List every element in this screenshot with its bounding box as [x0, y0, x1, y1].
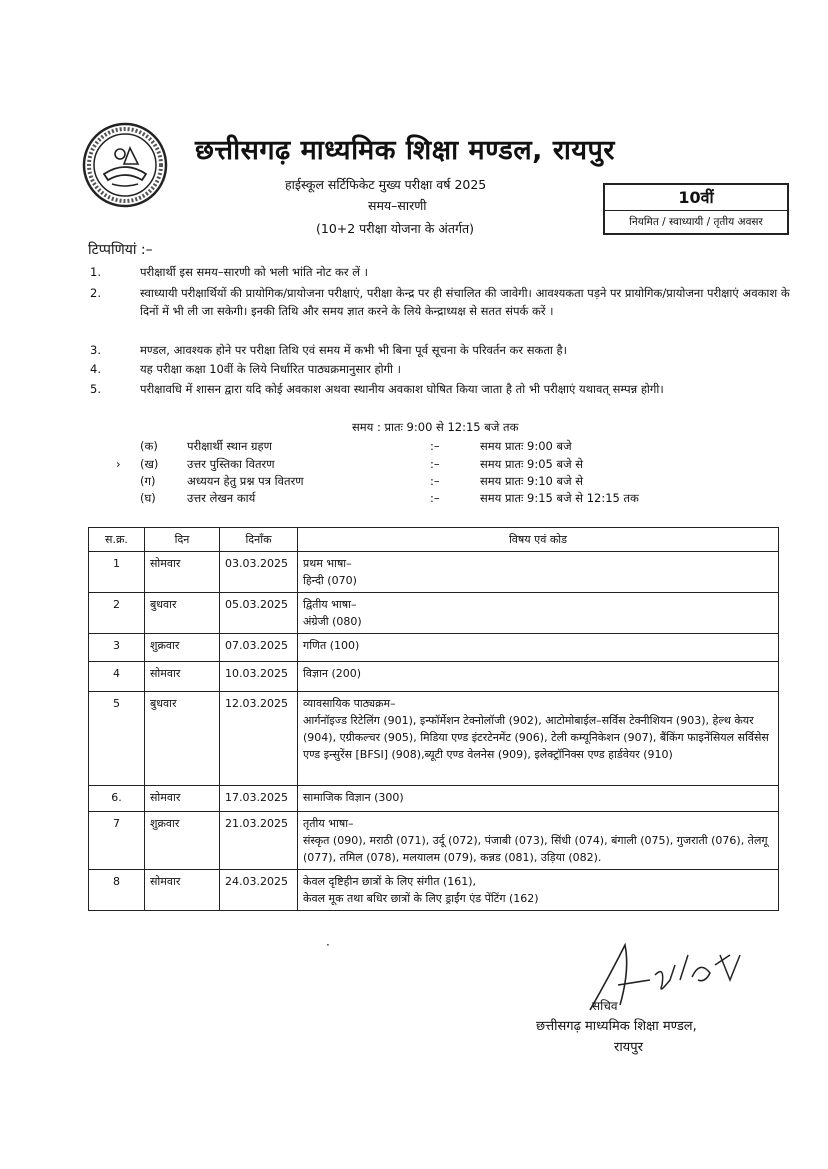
scheme-line: (10+2 परीक्षा योजना के अंतर्गत) — [316, 221, 475, 236]
subject-line: व्यावसायिक पाठ्यक्रम– — [303, 697, 396, 710]
timing-sep: :– — [430, 439, 440, 453]
row-subject — [298, 634, 779, 662]
subject-line: गणित (100) — [303, 639, 360, 652]
timing-time: समय प्रातः 9:15 बजे से 12:15 तक — [480, 491, 639, 505]
subject-line: अंग्रेजी (080) — [303, 615, 362, 628]
board-title: छत्तीसगढ़ माध्यमिक शिक्षा मण्डल, रायपुर — [195, 135, 615, 166]
timing-time: समय प्रातः 9:05 बजे से — [480, 457, 584, 471]
table-row — [89, 552, 779, 593]
note-text: मण्डल, आवश्यक होने पर परीक्षा तिथि एवं समय में कभी भी बिना पूर्व सूचना के परिवर्तन कर सकता है। — [140, 343, 567, 357]
timing-key: (क) — [140, 439, 158, 453]
row-subject — [298, 812, 779, 870]
subject-line: हिन्दी (070) — [303, 574, 357, 587]
table-row — [89, 786, 779, 812]
row-serial: 3 — [89, 634, 145, 662]
table-row — [89, 634, 779, 662]
note-text: परीक्षावधि में शासन द्वारा यदि कोई अवकाश अथवा स्थानीय अवकाश घोषित किया जाता है तो भी परीक्षाएं यथावत् सम्पन्न होगी। — [140, 382, 664, 396]
row-serial: 5 — [89, 692, 145, 786]
timing-sep: :– — [430, 474, 440, 488]
row-serial: 8 — [89, 870, 145, 911]
header-date: दिनाँक — [220, 528, 298, 552]
note-number: 1. — [90, 265, 101, 279]
row-day: बुधवार — [145, 593, 220, 634]
timing-heading: समय : प्रातः 9:00 से 12:15 बजे तक — [352, 420, 519, 434]
note-text: स्वाध्यायी परीक्षार्थियों की प्रायोगिक/प्रायोजना परीक्षाएं, परीक्षा केन्द्र पर ही संचालित की जावेगी। आवश्यकता पड़ने पर प्रायोगिक/प्रायोजना परीक्षाएं अवकाश के दिनों में भी ली जा सकेगी। इनकी तिथि और समय ज्ञात करने के लिये केन्द्राध्यक्ष से सतत संपर्क करें । — [140, 286, 790, 318]
timing-sep: :– — [430, 491, 440, 505]
board-seal-logo — [82, 122, 168, 208]
row-subject — [298, 593, 779, 634]
row-subject — [298, 662, 779, 692]
table-row — [89, 870, 779, 911]
class-box — [603, 183, 789, 235]
row-date: 03.03.2025 — [220, 552, 298, 593]
subject-line: केवल मूक तथा बधिर छात्रों के लिए ड्राईंग एंड पेंटिंग (162) — [303, 892, 539, 905]
row-serial: 4 — [89, 662, 145, 692]
note-number: 4. — [90, 362, 101, 376]
mode-label: नियमित / स्वाध्यायी / तृतीय अवसर — [629, 216, 763, 228]
row-date: 24.03.2025 — [220, 870, 298, 911]
row-subject — [298, 870, 779, 911]
row-subject — [298, 552, 779, 593]
stray-mark: · — [326, 938, 330, 952]
exam-line: हाईस्कूल सर्टिफिकेट मुख्य परीक्षा वर्ष 2025 — [285, 177, 487, 192]
timing-label: उत्तर लेखन कार्य — [187, 491, 256, 505]
timing-label: परीक्षार्थी स्थान ग्रहण — [187, 439, 272, 453]
note-number: 3. — [90, 343, 101, 357]
row-day: शुक्रवार — [145, 634, 220, 662]
note-number: 5. — [90, 382, 101, 396]
schedule-table — [88, 527, 779, 911]
timing-key: (घ) — [140, 491, 156, 505]
subject-line: प्रथम भाषा– — [303, 557, 352, 570]
doc-type: समय–सारणी — [368, 198, 427, 213]
row-date: 21.03.2025 — [220, 812, 298, 870]
subject-line: केवल दृष्टिहीन छात्रों के लिए संगीत (161), — [303, 875, 477, 888]
row-serial: 1 — [89, 552, 145, 593]
table-row — [89, 662, 779, 692]
table-header-row — [89, 528, 779, 552]
footer-org: छत्तीसगढ़ माध्यमिक शिक्षा मण्डल, — [536, 1019, 697, 1034]
timing-label: अध्ययन हेतु प्रश्न पत्र वितरण — [187, 474, 304, 488]
table-row — [89, 812, 779, 870]
timing-time: समय प्रातः 9:00 बजे — [480, 439, 572, 453]
timing-key: (ख) — [140, 457, 159, 471]
note-text: यह परीक्षा कक्षा 10वीं के लिये निर्धारित पाठ्यक्रमानुसार होगी । — [140, 362, 402, 376]
footer-city: रायपुर — [614, 1040, 643, 1055]
subject-line: विज्ञान (200) — [303, 667, 362, 680]
timing-time: समय प्रातः 9:10 बजे से — [480, 474, 584, 488]
row-subject — [298, 692, 779, 786]
note-text: परीक्षार्थी इस समय–सारणी को भली भांति नोट कर लें । — [140, 265, 369, 279]
table-row — [89, 692, 779, 786]
row-date: 07.03.2025 — [220, 634, 298, 662]
designation: सचिव — [592, 999, 618, 1013]
subject-line: सामाजिक विज्ञान (300) — [303, 791, 404, 804]
subject-line: द्वितीय भाषा– — [303, 598, 357, 611]
timing-label: उत्तर पुस्तिका वितरण — [187, 457, 275, 471]
class-label: 10वीं — [605, 185, 787, 211]
margin-mark: › — [116, 457, 121, 471]
row-day: सोमवार — [145, 662, 220, 692]
subject-line: संस्कृत (090), मराठी (071), उर्दू (072), पंजाबी (073), सिंधी (074), बंगाली (075), गुजराती (076), तेलगू (077), तमिल (078), मलयालम (079), कन्नड (081), उड़िया (082). — [303, 834, 768, 864]
row-date: 10.03.2025 — [220, 662, 298, 692]
row-subject — [298, 786, 779, 812]
row-day: शुक्रवार — [145, 812, 220, 870]
note-number: 2. — [90, 286, 101, 300]
row-date: 05.03.2025 — [220, 593, 298, 634]
row-serial: 7 — [89, 812, 145, 870]
table-row — [89, 593, 779, 634]
row-day: सोमवार — [145, 552, 220, 593]
row-day: बुधवार — [145, 692, 220, 786]
row-serial: 6. — [89, 786, 145, 812]
row-serial: 2 — [89, 593, 145, 634]
header-subject: विषय एवं कोड — [298, 528, 779, 552]
row-date: 17.03.2025 — [220, 786, 298, 812]
timing-key: (ग) — [140, 474, 156, 488]
row-day: सोमवार — [145, 786, 220, 812]
row-day: सोमवार — [145, 870, 220, 911]
subject-line: आर्गनॉइज्ड रिटेलिंग (901), इन्फॉर्मेशन टेक्नोलॉजी (902), आटोमोबाईल–सर्विस टेक्नीशियन (903), हेल्थ केयर (904), एग्रीकल्चर (905), मिडिया एण्ड इंटरटेनमेंट (906), टेली कम्यूनिकेशन (907), बैंकिंग फाइनेंसियल सर्विसेस एण्ड इन्सुरेंस [BFSI] (908),ब्यूटी एण्ड वेलनेस (909), इलेक्ट्रॉनिक्स एण्ड हार्डवेयर (910) — [303, 714, 769, 761]
subject-line: तृतीय भाषा– — [303, 817, 354, 830]
row-date: 12.03.2025 — [220, 692, 298, 786]
notes-heading: टिप्पणियां :– — [88, 242, 153, 258]
header-serial: स.क्र. — [89, 528, 145, 552]
header-day: दिन — [145, 528, 220, 552]
timing-sep: :– — [430, 457, 440, 471]
